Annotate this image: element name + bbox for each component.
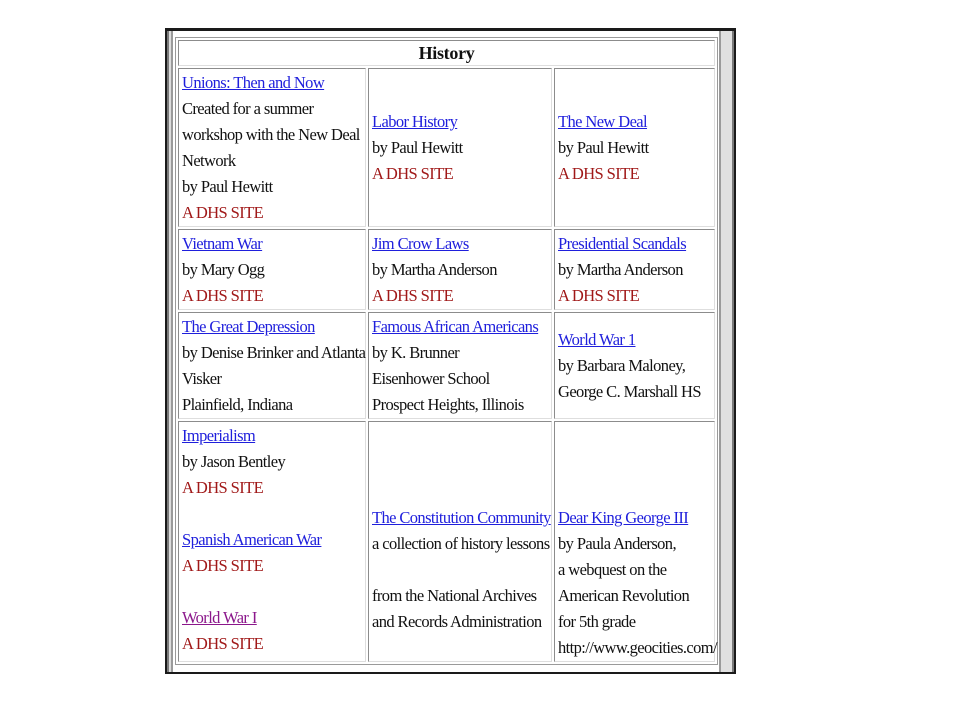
cell-author: by Martha Anderson bbox=[558, 260, 683, 279]
dhs-site-tag: A DHS SITE bbox=[558, 164, 640, 183]
cell-author: by Paul Hewitt bbox=[558, 138, 649, 157]
dhs-site-tag: A DHS SITE bbox=[182, 556, 264, 575]
cell-text: George C. Marshall HS bbox=[558, 382, 701, 401]
link-imperialism[interactable]: Imperialism bbox=[182, 426, 256, 445]
dhs-site-tag: A DHS SITE bbox=[182, 634, 264, 653]
cell-dear-king-george bbox=[554, 421, 715, 662]
link-dear-king-george-iii[interactable]: Dear King George III bbox=[558, 508, 689, 527]
dhs-site-tag: A DHS SITE bbox=[372, 286, 454, 305]
link-labor-history[interactable]: Labor History bbox=[372, 112, 458, 131]
dhs-site-tag: A DHS SITE bbox=[558, 286, 640, 305]
link-the-great-depression[interactable]: The Great Depression bbox=[182, 317, 315, 336]
spacer bbox=[182, 501, 362, 527]
cell-labor-history bbox=[368, 68, 552, 227]
cell-text: for 5th grade bbox=[558, 612, 636, 631]
link-spanish-american-war[interactable]: Spanish American War bbox=[182, 530, 322, 549]
link-world-war-1[interactable]: World War 1 bbox=[558, 330, 636, 349]
cell-text: from the National Archives bbox=[372, 586, 537, 605]
link-unions-then-and-now[interactable]: Unions: Then and Now bbox=[182, 73, 325, 92]
left-frame-border bbox=[167, 31, 173, 672]
dhs-site-tag: A DHS SITE bbox=[182, 286, 264, 305]
cell-unions bbox=[178, 68, 366, 227]
history-table bbox=[175, 37, 718, 665]
cell-author: by K. Brunner bbox=[372, 343, 460, 362]
link-presidential-scandals[interactable]: Presidential Scandals bbox=[558, 234, 687, 253]
dhs-site-tag: A DHS SITE bbox=[182, 203, 264, 222]
cell-text: Plainfield, Indiana bbox=[182, 395, 293, 414]
cell-author: by Mary Ogg bbox=[182, 260, 265, 279]
link-the-new-deal[interactable]: The New Deal bbox=[558, 112, 648, 131]
cell-text: and Records Administration bbox=[372, 612, 542, 631]
link-jim-crow-laws[interactable]: Jim Crow Laws bbox=[372, 234, 469, 253]
link-world-war-i[interactable]: World War I bbox=[182, 608, 257, 627]
cell-constitution-community bbox=[368, 421, 552, 662]
link-famous-african-americans[interactable]: Famous African Americans bbox=[372, 317, 539, 336]
dhs-site-tag: A DHS SITE bbox=[182, 478, 264, 497]
cell-author: by Martha Anderson bbox=[372, 260, 497, 279]
cell-vietnam-war bbox=[178, 229, 366, 310]
cell-text: American Revolution bbox=[558, 586, 690, 605]
cell-author: by Jason Bentley bbox=[182, 452, 286, 471]
spacer bbox=[372, 557, 548, 583]
cell-author: by Barbara Maloney, bbox=[558, 356, 686, 375]
link-vietnam-war[interactable]: Vietnam War bbox=[182, 234, 263, 253]
vertical-scrollbar[interactable] bbox=[719, 31, 734, 672]
cell-text: workshop with the New Deal bbox=[182, 125, 360, 144]
cell-author: by Paul Hewitt bbox=[372, 138, 463, 157]
browser-frame bbox=[165, 28, 736, 674]
cell-author: by Denise Brinker and Atlanta bbox=[182, 343, 366, 362]
cell-famous-african-americans bbox=[368, 312, 552, 419]
cell-text: Visker bbox=[182, 369, 222, 388]
cell-jim-crow-laws bbox=[368, 229, 552, 310]
geocities-url: http://www.geocities.com/ bbox=[558, 638, 717, 657]
link-the-constitution-community[interactable]: The Constitution Community bbox=[372, 508, 551, 527]
cell-new-deal bbox=[554, 68, 715, 227]
cell-author: by Paula Anderson, bbox=[558, 534, 676, 553]
cell-world-war-1 bbox=[554, 312, 715, 419]
dhs-site-tag: A DHS SITE bbox=[372, 164, 454, 183]
cell-text: Eisenhower School bbox=[372, 369, 490, 388]
cell-great-depression bbox=[178, 312, 366, 419]
history-header: History bbox=[178, 40, 715, 66]
cell-text: Created for a summer bbox=[182, 99, 314, 118]
cell-text: Prospect Heights, Illinois bbox=[372, 395, 524, 414]
cell-text: a webquest on the bbox=[558, 560, 667, 579]
cell-text: a collection of history lessons bbox=[372, 534, 550, 553]
cell-imperialism-group bbox=[178, 421, 366, 662]
spacer bbox=[182, 579, 362, 605]
cell-text: Network bbox=[182, 151, 236, 170]
cell-author: by Paul Hewitt bbox=[182, 177, 273, 196]
cell-presidential-scandals bbox=[554, 229, 715, 310]
